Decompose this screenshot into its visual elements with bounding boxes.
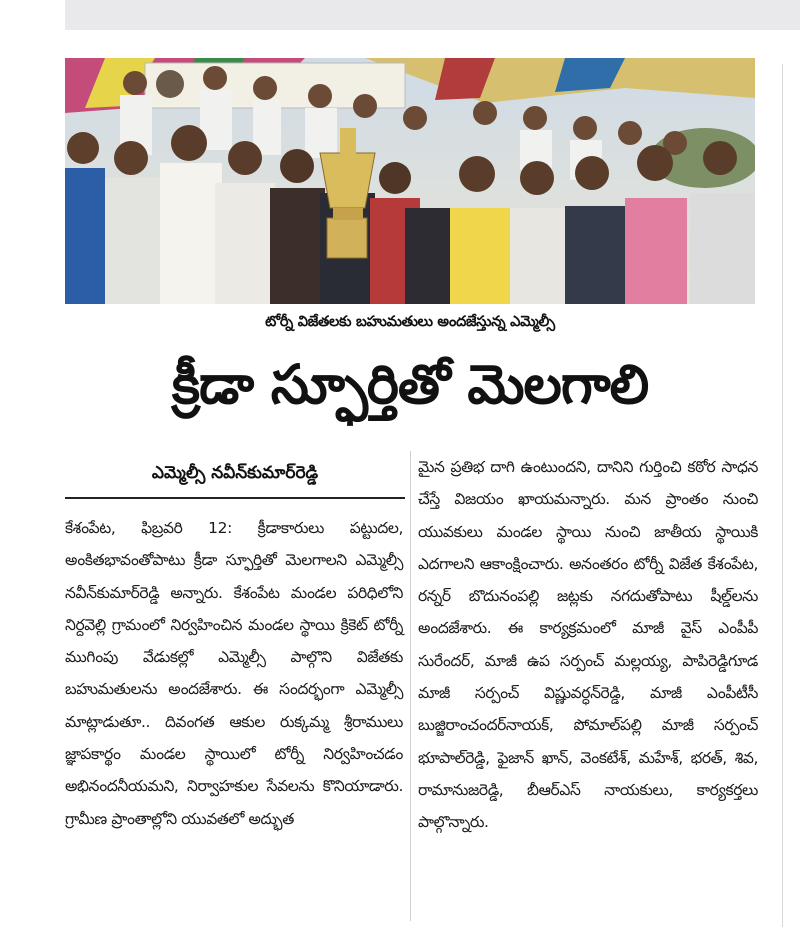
byline: ఎమ్మెల్సీ నవీన్‌కుమార్‌రెడ్డి: [151, 463, 319, 483]
body-paragraph-left: కేశంపేట, ఫిబ్రవరి 12: క్రీడాకారులు పట్టుదల, అంకితభావంతోపాటు క్రీడా స్ఫూర్తితో మెలగాలని ఎమ్మెల్సీ నవీన్‌కుమార్‌రెడ్డి అన్నారు. కేశంపేట మండల పరిధిలోని నిర్దవెల్లి గ్రామంలో నిర్వహించిన మండల స్థాయి క్రికెట్ టోర్నీ ముగింపు వేడుకల్లో ఎమ్మెల్సీ పాల్గొని విజేతకు బహుమతులను అందజేశారు. ఈ సందర్భంగా ఎమ్మెల్సీ మాట్లాడుతూ.. దివంగత ఆకుల రుక్కమ్మ శ్రీరాములు జ్ఞాపకార్థం మండల స్థాయిలో టోర్నీ నిర్వహించడం అభినందనీయమని, నిర్వాహకుల సేవలను కొనియాడారు. గ్రామీణ ప్రాంతాల్లోని యువతలో అద్భుత: [65, 519, 403, 828]
news-photo: [65, 58, 755, 304]
article-column-left: [65, 512, 403, 835]
column-separator: [410, 451, 411, 921]
body-paragraph-right: మైన ప్రతిభ దాగి ఉంటుందని, దానిని గుర్తించి కఠోర సాధన చేస్తే విజయం ఖాయమన్నారు. మన ప్రాంతం నుంచి యువకులు మండల స్థాయి నుంచి జాతీయ స్థాయికి ఎదగాలని ఆకాంక్షించారు. అనంతరం టోర్నీ విజేత కేశంపేట, రన్నర్ బొదునంపల్లి జట్లకు నగదుతోపాటు షీల్డ్‌లను అందజేశారు. ఈ కార్యక్రమంలో మాజీ వైస్ ఎంపీపీ సురేందర్, మాజీ ఉప సర్పంచ్ మల్లయ్య, పాపిరెడ్డిగూడ మాజీ సర్పంచ్ విష్ణువర్ధన్‌రెడ్డి, మాజీ ఎంపీటీసీ బుజ్జిరాంచందర్‌నాయక్, పోమాల్‌పల్లి మాజీ సర్పంచ్ భూపాల్‌రెడ్డి, ఫైజాన్ ఖాన్, వెంకటేశ్, మహేశ్, భరత్, శివ, రామానుజరెడ్డి, బీఆర్‌ఎస్ నాయకులు, కార్యకర్తలు పాల్గొన్నారు.: [418, 458, 758, 832]
headline: క్రీడా స్ఫూర్తితో మెలగాలి: [171, 353, 649, 416]
group-photo-icon: [65, 58, 755, 304]
page-edge-rule: [782, 64, 783, 927]
article-column-right: [418, 451, 758, 839]
byline-underline: [65, 497, 405, 499]
top-gray-band: [65, 0, 800, 30]
photo-caption: టోర్నీ విజేతలకు బహుమతులు అందజేస్తున్న ఎమ్మెల్సీ: [265, 314, 555, 330]
